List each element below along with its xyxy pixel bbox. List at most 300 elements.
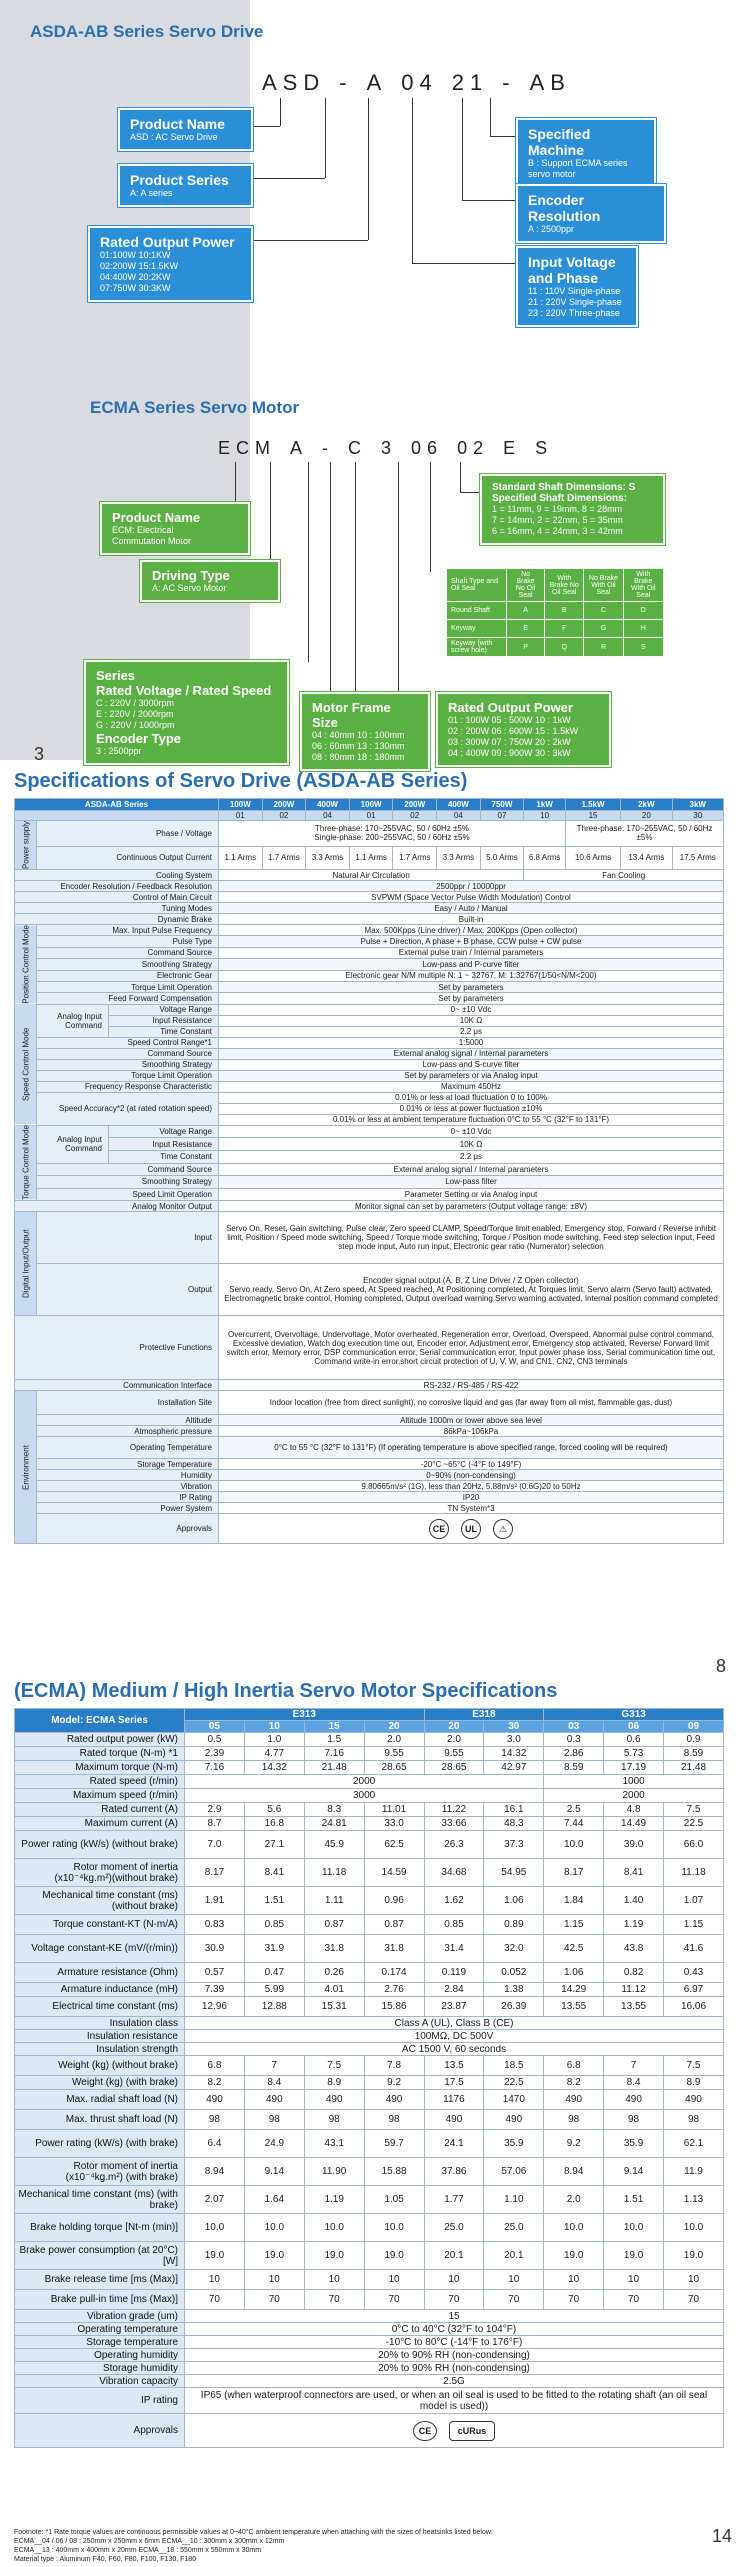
spec-cell: 0.119 [424, 1963, 484, 1983]
box-line: 06 : 60mm 13 : 130mm [312, 741, 405, 751]
spec-cell: RS-232 / RS-485 / RS-422 [219, 1380, 724, 1391]
footnotes [14, 2528, 493, 2564]
power-header: 200W [393, 799, 437, 811]
power-header: 200W [262, 799, 306, 811]
spec-cell: 10K Ω [219, 1138, 724, 1151]
spec-cell: 0.85 [424, 1915, 484, 1935]
spec-cell: Rotor moment of inertia (x10⁻⁴kg.m²)(without brake) [15, 1859, 185, 1887]
spec-row [15, 1997, 724, 2017]
spec-cell: Vibration grade (um) [15, 2310, 185, 2323]
spec-cell: Voltage Range [109, 1125, 219, 1138]
spec-cell: 43.1 [304, 2130, 364, 2158]
spec-cell: Altitude 1000m or lower above sea level [219, 1415, 724, 1426]
spec-row [15, 2414, 724, 2448]
spec-cell: 4.8 [604, 1803, 664, 1817]
spec-cell: IP20 [219, 1492, 724, 1503]
spec-cell: 2.07 [185, 2186, 245, 2214]
spec-cell: Insulation resistance [15, 2030, 185, 2043]
spec-row [15, 1176, 724, 1189]
drive-encoder-resolution-box [516, 184, 666, 243]
spec-cell: 16.1 [484, 1803, 544, 1817]
spec-cell: 15.88 [364, 2158, 424, 2186]
spec-cell: 15.86 [364, 1997, 424, 2017]
box-sub: A: A series [130, 188, 173, 198]
motor-frame-size-box [300, 692, 430, 771]
spec-cell: 39.0 [604, 1831, 664, 1859]
shaft-table-row [447, 638, 664, 657]
connector [460, 492, 480, 493]
spec-cell: 70 [604, 2290, 664, 2310]
spec-cell: Time Constant [109, 1026, 219, 1037]
connector [308, 462, 309, 662]
box-line: Commutation Motor [112, 536, 192, 546]
spec-cell: Vibration [37, 1481, 219, 1492]
spec-cell: 490 [304, 2090, 364, 2110]
spec-cell: Max. thrust shaft load (N) [15, 2110, 185, 2130]
spec-cell: 25.0 [484, 2214, 544, 2242]
spec-cell: 18.5 [484, 2056, 544, 2076]
spec-row [15, 1125, 724, 1138]
current-value: 1.1 Arms [219, 846, 263, 869]
spec-row [15, 970, 724, 981]
spec-cell: 0.174 [364, 1963, 424, 1983]
spec-row [15, 846, 724, 869]
motor-model-code [218, 438, 567, 459]
spec-row [15, 2076, 724, 2090]
spec-cell: 14.32 [484, 1747, 544, 1761]
spec-cell: Command Source [37, 1048, 219, 1059]
spec-row [15, 1514, 724, 1544]
spec-cell: Atmospheric pressure [37, 1426, 219, 1437]
code-header: 02 [262, 811, 306, 821]
group-power-supply: Power supply [15, 821, 37, 870]
code-e: E [503, 438, 522, 458]
spec-cell: Fan Cooling [524, 870, 724, 881]
spec-row [15, 2130, 724, 2158]
spec-cell: 62.1 [664, 2130, 724, 2158]
spec-cell: 19.0 [364, 2242, 424, 2270]
code-06: 06 [411, 438, 444, 458]
spec-cell: 3.0 [484, 1733, 544, 1747]
spec-cell: 17.19 [604, 1761, 664, 1775]
phase-three: Three-phase: 170~255VAC, 50 / 60Hz ±5% [565, 821, 723, 847]
spec-cell: 98 [244, 2110, 304, 2130]
spec-cell: 5.73 [604, 1747, 664, 1761]
output-line: Encoder signal output (A, B, Z Line Driver / Z Open collector) [363, 1276, 579, 1286]
spec-cell: 20% to 90% RH (non-condensing) [185, 2349, 724, 2362]
spec-cell: 8.2 [544, 2076, 604, 2090]
shaft-head-cell: Shaft Type and Oil Seal [447, 569, 507, 602]
spec-row [15, 1188, 724, 1201]
spec-row [15, 1733, 724, 1747]
spec-cell: Smoothing Strategy [37, 1059, 219, 1070]
spec-cell: Set by parameters [219, 993, 724, 1004]
spec-row [15, 1831, 724, 1859]
spec-cell: Torque Limit Operation [37, 981, 219, 992]
shaft-head-cell: With Brake No Oil Seal [545, 569, 584, 602]
spec-cell: 8.3 [304, 1803, 364, 1817]
spec-cell: Speed Control Range*1 [37, 1037, 219, 1048]
spec-cell: Max. radial shaft load (N) [15, 2090, 185, 2110]
spec-cell: -10°C to 80°C (-14°F to 176°F) [185, 2336, 724, 2349]
motor-section-title: ECMA Series Servo Motor [90, 398, 300, 417]
spec-row [15, 881, 724, 892]
spec-row [15, 1426, 724, 1437]
spec-cell: 1.19 [304, 2186, 364, 2214]
connector [368, 98, 369, 240]
spec-cell: 2.0 [424, 1733, 484, 1747]
spec-cell: 10 [244, 2270, 304, 2290]
code-header: 02 [393, 811, 437, 821]
spec-cell: 24.1 [424, 2130, 484, 2158]
spec-cell: 1.91 [185, 1887, 245, 1915]
spec-cell: 54.95 [484, 1859, 544, 1887]
spec-cell: Installation Site [37, 1391, 219, 1415]
spec-cell: 43.8 [604, 1935, 664, 1963]
spec-cell: 10 [664, 2270, 724, 2290]
spec-cell: Armature resistance (Ohm) [15, 1963, 185, 1983]
spec-cell: 11.90 [304, 2158, 364, 2186]
box-title: Product Name [112, 510, 201, 525]
code-dash: - [339, 70, 353, 95]
phase-line: Three-phase: 170~255VAC, 50 / 60Hz ±5% [315, 824, 469, 834]
code-header: 01 [349, 811, 393, 821]
spec-cell: 98 [544, 2110, 604, 2130]
code-voltage: 21 [451, 70, 489, 95]
group-digital-io: Digital Input/Output [15, 1212, 37, 1316]
spec-cell: Rated torque (N-m) *1 [15, 1747, 185, 1761]
spec-cell: 7.39 [185, 1983, 245, 1997]
spec-cell: 59.7 [364, 2130, 424, 2158]
shaft-cell: B [545, 602, 584, 620]
code-dash: - [322, 438, 335, 458]
spec-row [15, 981, 724, 992]
spec-row [15, 925, 724, 936]
box-sub: ASD : AC Servo Drive [130, 132, 218, 142]
power-header: 2kW [621, 799, 672, 811]
spec-cell: 70 [244, 2290, 304, 2310]
drive-product-series-box [118, 164, 253, 207]
spec-cell: 6.8 [544, 2056, 604, 2076]
spec-cell: Torque Limit Operation [37, 1070, 219, 1081]
spec-cell [15, 811, 219, 821]
shaft-cell: Keyway [447, 620, 507, 638]
spec-cell: 11.9 [664, 2158, 724, 2186]
spec-row [15, 821, 724, 847]
spec-row [15, 1138, 724, 1151]
current-value: 1.7 Arms [393, 846, 437, 869]
spec-row [15, 811, 724, 821]
shaft-cell: G [584, 620, 623, 638]
spec-cell: 0.89 [484, 1915, 544, 1935]
spec-cell: 62.5 [364, 1831, 424, 1859]
spec-cell: 26.39 [484, 1997, 544, 2017]
code-header: 10 [524, 811, 566, 821]
spec-cell: 19.0 [604, 2242, 664, 2270]
spec-row [15, 959, 724, 970]
spec-row [15, 1015, 724, 1026]
footnote-line: ECMA__13 : 400mm x 400mm x 20mm ECMA__18 : 550mm x 550mm x 30mm [14, 2547, 262, 2554]
box-title: Series [96, 668, 136, 683]
spec-cell: 42.97 [484, 1761, 544, 1775]
spec-cell: 10K Ω [219, 1015, 724, 1026]
spec-cell: Power System [37, 1503, 219, 1514]
spec-cell: 0~90% (non-condensing) [219, 1470, 724, 1481]
box-title: Product Name [130, 116, 225, 132]
spec-row [15, 2110, 724, 2130]
connector [462, 98, 463, 200]
spec-cell: 7.5 [664, 2056, 724, 2076]
spec-cell: 8.9 [664, 2076, 724, 2090]
model-label: Model: ECMA Series [15, 1709, 185, 1733]
spec-cell: 1.11 [304, 1887, 364, 1915]
spec-row [15, 1150, 724, 1163]
spec-cell: Mechanical time constant (ms) (with brake) [15, 2186, 185, 2214]
spec-cell: Operating Temperature [37, 1437, 219, 1459]
spec-cell: Maximum 450Hz [219, 1081, 724, 1092]
current-value: 3.3 Arms [306, 846, 350, 869]
code-ab: AB [529, 70, 571, 95]
spec-row [15, 1380, 724, 1391]
spec-cell: 26.3 [424, 1831, 484, 1859]
spec-cell: 0.57 [185, 1963, 245, 1983]
spec-cell: Weight (kg) (with brake) [15, 2076, 185, 2090]
box-title: Rated Output Power [100, 234, 235, 250]
box-line: 1 = 11mm, 9 = 19mm, 8 = 28mm [492, 504, 623, 514]
spec-cell: 22.5 [664, 1817, 724, 1831]
current-value: 3.3 Arms [437, 846, 481, 869]
group-position: Position Control Mode [15, 925, 37, 1005]
spec-cell: Insulation strength [15, 2043, 185, 2056]
spec-row [15, 1316, 724, 1380]
spec-cell: 98 [304, 2110, 364, 2130]
spec-cell: 0.83 [185, 1915, 245, 1935]
spec-cell: 7.44 [544, 1817, 604, 1831]
spec-cell: Brake holding torque [Nt-m (min)] [15, 2214, 185, 2242]
spec-cell: 7 [244, 2056, 304, 2076]
spec-cell: 1.84 [544, 1887, 604, 1915]
shaft-table-head [447, 569, 664, 602]
spec-cell: 28.65 [364, 1761, 424, 1775]
code-dash: - [502, 70, 516, 95]
box-line: ECM: Electrical [112, 525, 174, 535]
box-line: 7 = 14mm, 2 = 22mm, 5 = 35mm [492, 515, 623, 525]
spec-row [15, 1415, 724, 1426]
spec-cell: 1.51 [244, 1887, 304, 1915]
spec-cell: 0.5 [185, 1733, 245, 1747]
shaft-table-row [447, 602, 664, 620]
spec-cell: Parameter Setting or via Analog input [219, 1188, 724, 1201]
spec-cell: TN System*3 [219, 1503, 724, 1514]
power-header: 400W [306, 799, 350, 811]
spec-cell: 9.14 [604, 2158, 664, 2186]
box-line: 02 : 200W 06 : 600W 15 : 1.5kW [448, 726, 579, 736]
spec-cell: 490 [604, 2090, 664, 2110]
box-line: 04 : 400W 09 : 900W 30 : 3kW [448, 748, 571, 758]
box-line: 23 : 220V Three-phase [528, 308, 620, 318]
spec-cell: 7.5 [304, 2056, 364, 2076]
spec-cell: 13.55 [544, 1997, 604, 2017]
spec-cell: 0.87 [364, 1915, 424, 1935]
spec-cell: 37.86 [424, 2158, 484, 2186]
spec-cell: 0.85 [244, 1915, 304, 1935]
spec-row [15, 2242, 724, 2270]
spec-cell: Approvals [15, 2414, 185, 2448]
spec-cell: 3000 [185, 1789, 544, 1803]
code-power: 04 [401, 70, 438, 95]
spec-cell: Communication Interface [15, 1380, 219, 1391]
spec-cell: Control of Main Circuit [15, 892, 219, 903]
code-header: 30 [484, 1721, 544, 1733]
spec-cell: 8.4 [604, 2076, 664, 2090]
spec-cell: Storage humidity [15, 2362, 185, 2375]
connector [325, 98, 326, 178]
spec-cell: 10.0 [604, 2214, 664, 2242]
spec-cell: 0.9 [664, 1733, 724, 1747]
spec-cell: Electronic Gear [37, 970, 219, 981]
spec-cell: Brake release time [ms (Max)] [15, 2270, 185, 2290]
drive-spec-title: Specifications of Servo Drive (ASDA-AB Series) [14, 770, 468, 792]
shaft-cell: S [623, 638, 663, 657]
spec-cell: 2.0 [544, 2186, 604, 2214]
spec-cell: 1470 [484, 2090, 544, 2110]
spec-cell: 7.0 [185, 1831, 245, 1859]
spec-cell: 11.22 [424, 1803, 484, 1817]
connector [235, 462, 236, 502]
spec-row [15, 1070, 724, 1081]
spec-cell: 1.06 [544, 1963, 604, 1983]
spec-cell: Operating humidity [15, 2349, 185, 2362]
connector [398, 462, 399, 694]
spec-cell: Armature inductance (mH) [15, 1983, 185, 1997]
spec-row [15, 1081, 724, 1092]
model-label: ASDA-AB Series [15, 799, 219, 811]
spec-cell: 5.6 [244, 1803, 304, 1817]
spec-cell: Electronic gear N/M multiple N: 1 ~ 32767, M: 1:32767(1/50<N/M<200) [219, 970, 724, 981]
spec-row [15, 993, 724, 1004]
spec-row [15, 2362, 724, 2375]
code-header: 15 [304, 1721, 364, 1733]
connector [412, 263, 517, 264]
shaft-cell: A [507, 602, 545, 620]
code-header: 07 [480, 811, 524, 821]
spec-cell: 1.15 [664, 1915, 724, 1935]
spec-cell: 0°C to 40°C (32°F to 104°F) [185, 2323, 724, 2336]
group-speed: Speed Control Mode [15, 1004, 37, 1125]
code-header: 03 [544, 1721, 604, 1733]
spec-cell: Class A (UL), Class B (CE) [185, 2017, 724, 2030]
box-line: 07:750W 30:3KW [100, 283, 171, 293]
spec-cell: 34.68 [424, 1859, 484, 1887]
box-line: 6 = 16mm, 4 = 24mm, 3 = 42mm [492, 526, 623, 536]
spec-cell: 1.15 [544, 1915, 604, 1935]
box-line: servo motor [528, 169, 576, 179]
spec-cell: 2.5 [544, 1803, 604, 1817]
code-header: 20 [424, 1721, 484, 1733]
spec-cell: 1.05 [364, 2186, 424, 2214]
approval-mark: CE [413, 2421, 437, 2441]
spec-cell: 33.66 [424, 1817, 484, 1831]
spec-cell: 20% to 90% RH (non-condensing) [185, 2362, 724, 2375]
drive-input-voltage-box [516, 246, 638, 327]
box-title: Product Series [130, 172, 229, 188]
spec-cell: Voltage constant-KE (mV/(r/min)) [15, 1935, 185, 1963]
spec-cell: 98 [364, 2110, 424, 2130]
code-ecm: ECM [218, 438, 276, 458]
spec-row [15, 870, 724, 881]
code-a: A [290, 438, 309, 458]
spec-cell: 2.86 [544, 1747, 604, 1761]
spec-cell: 490 [424, 2110, 484, 2130]
spec-row [15, 1092, 724, 1103]
spec-cell: 14.59 [364, 1859, 424, 1887]
box-line: B : Support ECMA series [528, 158, 628, 168]
spec-cell: Rated speed (r/min) [15, 1775, 185, 1789]
spec-cell: 10 [604, 2270, 664, 2290]
spec-cell: Rated output power (kW) [15, 1733, 185, 1747]
spec-cell: 27.1 [244, 1831, 304, 1859]
spec-cell: 35.9 [604, 2130, 664, 2158]
spec-cell: Indoor location (free from direct sunlight), no corrosive liquid and gas (far away from oil mist, flammable gas, dust) [219, 1391, 724, 1415]
connector [250, 240, 368, 241]
page-number: 3 [34, 744, 45, 764]
spec-cell: 0~ ±10 Vdc [219, 1004, 724, 1015]
code-3: 3 [381, 438, 398, 458]
spec-cell: 20.1 [484, 2242, 544, 2270]
approval-mark: ⚠ [493, 1519, 513, 1539]
footnote-line: ECMA__04 / 06 / 08 : 250mm x 250mm x 6mm ECMA__10 : 300mm x 300mm x 12mm [14, 2538, 285, 2545]
connector [460, 462, 461, 492]
spec-cell: Easy / Auto / Manual [219, 903, 724, 914]
spec-cell: External pulse train / Internal parameters [219, 947, 724, 958]
spec-cell: 8.41 [244, 1859, 304, 1887]
box-title: Standard Shaft Dimensions: S [492, 482, 636, 493]
spec-row [15, 2043, 724, 2056]
spec-cell: 24.9 [244, 2130, 304, 2158]
spec-cell: Low-pass and S-curve filter [219, 1059, 724, 1070]
box-title: Input Voltage and Phase [528, 254, 616, 286]
spec-cell: 9.80665m/s² (1G), less than 20Hz, 5.88m/s² (0.6G)20 to 50Hz [219, 1481, 724, 1492]
spec-cell: Pulse Type [37, 936, 219, 947]
spec-row [15, 1026, 724, 1037]
spec-cell: 37.3 [484, 1831, 544, 1859]
current-value: 10.6 Arms [565, 846, 620, 869]
connector [330, 462, 331, 694]
spec-cell: 0~ ±10 Vdc [219, 1125, 724, 1138]
spec-row [15, 1470, 724, 1481]
spec-cell: 490 [664, 2090, 724, 2110]
box-title: Specified Shaft Dimensions: [492, 493, 628, 504]
spec-row [15, 1503, 724, 1514]
spec-cell: 490 [244, 2090, 304, 2110]
shaft-head-cell: With Brake With Oil Seal [623, 569, 663, 602]
spec-cell: Protective Functions [15, 1316, 219, 1380]
spec-row [15, 1492, 724, 1503]
spec-cell: 5.99 [244, 1983, 304, 1997]
motor-spec-table [14, 1708, 724, 2448]
spec-cell: Low-pass and P-curve filter [219, 959, 724, 970]
spec-cell: Approvals [37, 1514, 219, 1544]
box-line: 11 : 110V Single-phase [528, 286, 621, 296]
spec-cell: 8.59 [544, 1761, 604, 1775]
spec-cell: -20°C ~65°C (-4°F to 149°F) [219, 1459, 724, 1470]
spec-cell: Maximum speed (r/min) [15, 1789, 185, 1803]
spec-cell: 2000 [185, 1775, 544, 1789]
spec-cell: Input [37, 1212, 219, 1264]
current-value: 1.1 Arms [349, 846, 393, 869]
spec-cell: Encoder Resolution / Feedback Resolution [15, 881, 219, 892]
spec-cell: 70 [664, 2290, 724, 2310]
